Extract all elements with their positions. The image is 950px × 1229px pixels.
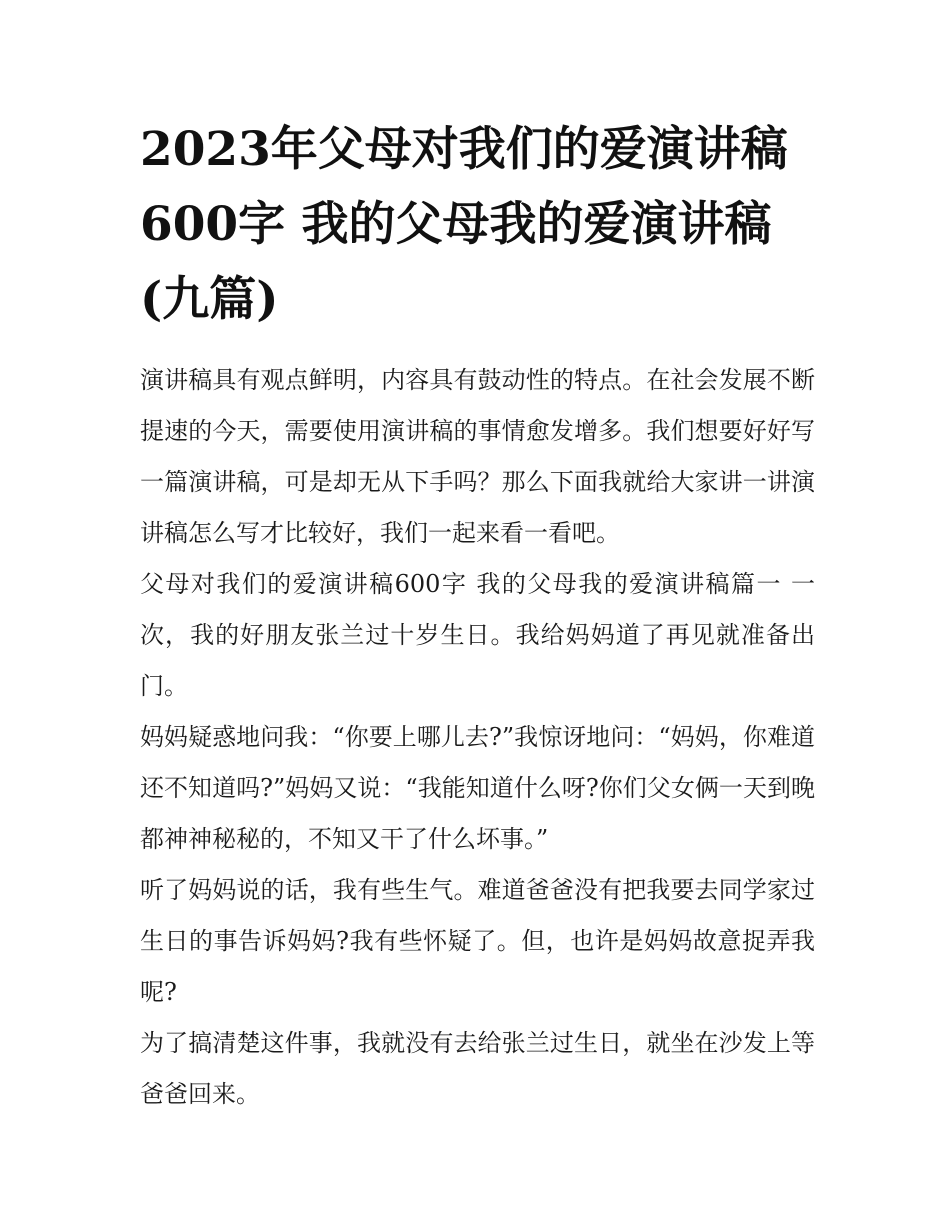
paragraph: 为了搞清楚这件事，我就没有去给张兰过生日，就坐在沙发上等爸爸回来。 xyxy=(140,1029,815,1108)
document-body xyxy=(140,355,815,1120)
paragraph: 父母对我们的爱演讲稿600字 我的父母我的爱演讲稿篇一 一次，我的好朋友张兰过十岁生日。我给妈妈道了再见就准备出门。 xyxy=(140,570,815,700)
document-title: 2023年父母对我们的爱演讲稿600字 我的父母我的爱演讲稿(九篇) xyxy=(140,122,788,327)
paragraph: 演讲稿具有观点鲜明，内容具有鼓动性的特点。在社会发展不断提速的今天，需要使用演讲稿的事情愈发增多。我们想要好好写一篇演讲稿，可是却无从下手吗？那么下面我就给大家讲一讲演讲稿怎么写才比较好，我们一起来看一看吧。 xyxy=(140,366,815,547)
paragraph: 妈妈疑惑地问我：“你要上哪儿去?”我惊讶地问：“妈妈，你难道还不知道吗?”妈妈又说：“我能知道什么呀?你们父女俩一天到晚都神神秘秘的，不知又干了什么坏事。” xyxy=(140,723,815,853)
paragraph: 听了妈妈说的话，我有些生气。难道爸爸没有把我要去同学家过生日的事告诉妈妈?我有些怀疑了。但，也许是妈妈故意捉弄我呢? xyxy=(140,876,815,1006)
